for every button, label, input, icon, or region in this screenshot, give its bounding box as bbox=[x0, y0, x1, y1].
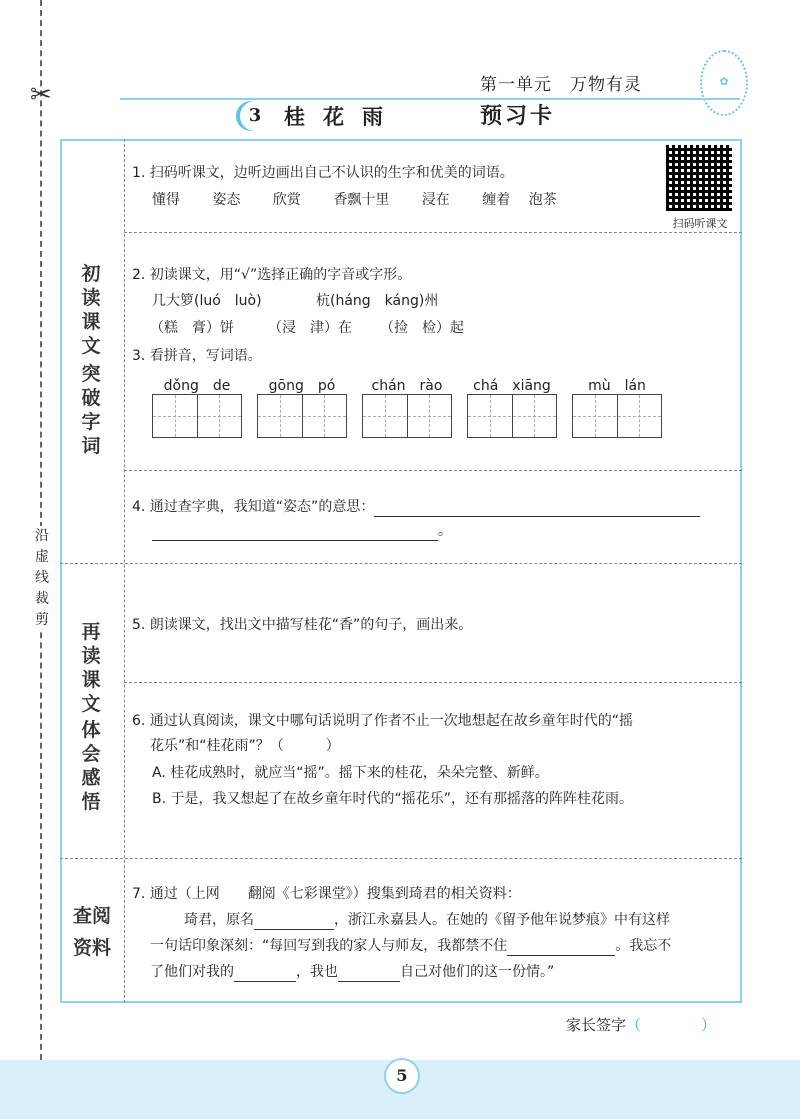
writing-grid[interactable] bbox=[572, 394, 662, 438]
pinyin: gōng pó bbox=[268, 378, 336, 394]
header-rule bbox=[120, 98, 740, 100]
writing-grid[interactable] bbox=[257, 394, 347, 438]
question-6-line2[interactable]: 花乐”和“桂花雨”？（ ） bbox=[150, 738, 340, 754]
pinyin: mù lán bbox=[588, 378, 646, 394]
question-7-line1: 7. 通过（上网 翻阅《七彩课堂》）搜集到琦君的相关资料： bbox=[132, 886, 521, 902]
section-label-2a: 再 读 课 文 bbox=[81, 621, 101, 715]
decoration-icon: ✿ bbox=[700, 50, 748, 116]
q2-item[interactable]: （糕 膏）饼 bbox=[150, 320, 234, 336]
word: 懂得 bbox=[152, 192, 180, 208]
unit-title: 第一单元 万物有灵 bbox=[480, 75, 642, 95]
pinyin: dǒng de bbox=[163, 378, 231, 394]
answer-blank[interactable] bbox=[254, 913, 334, 930]
lesson-number: 3 bbox=[240, 101, 270, 131]
section-label-3: 查阅 资料 bbox=[72, 905, 112, 959]
answer-blank[interactable] bbox=[338, 965, 400, 982]
signature-field[interactable] bbox=[641, 1019, 701, 1035]
word: 香飘十里 bbox=[333, 192, 390, 208]
question-1: 1. 扫码听课文，边听边画出自己不认识的生字和优美的词语。 bbox=[132, 165, 514, 181]
question-4: 4. 通过查字典，我知道“姿态”的意思： bbox=[132, 497, 700, 517]
question-6-line1: 6. 通过认真阅读，课文中哪句话说明了作者不止一次地想起在故乡童年时代的“摇 bbox=[132, 713, 634, 729]
section-divider bbox=[60, 858, 742, 859]
question-7-line2: 琦君，原名 ，浙江永嘉县人。在她的《留予他年说梦痕》中有这样 bbox=[184, 912, 670, 928]
writing-grid[interactable] bbox=[362, 394, 452, 438]
q2-item[interactable]: （浸 津）在 bbox=[268, 320, 352, 336]
answer-blank[interactable] bbox=[152, 524, 438, 541]
option-a[interactable]: A. 桂花成熟时，就应当“摇”。摇下来的桂花，朵朵完整、新鲜。 bbox=[152, 765, 549, 781]
question-divider bbox=[124, 232, 742, 233]
answer-blank[interactable] bbox=[374, 500, 700, 517]
q2-item[interactable]: （捡 检）起 bbox=[380, 320, 464, 336]
question-7-line4: 了他们对我的 ，我也 自己对他们的这一份情。” bbox=[150, 964, 555, 980]
word: 缠着 bbox=[482, 192, 511, 208]
card-type: 预习卡 bbox=[480, 104, 556, 129]
word: 泡茶 bbox=[528, 192, 557, 208]
word: 浸在 bbox=[421, 192, 450, 208]
answer-blank[interactable] bbox=[507, 939, 615, 956]
cut-instruction: 沿 虚 线 裁 剪 bbox=[31, 526, 53, 631]
question-2: 2. 初读课文，用“√”选择正确的字音或字形。 bbox=[132, 267, 412, 283]
question-7-line3: 一句话印象深刻：“每回写到我的家人与师友，我都禁不住 。我忘不 bbox=[150, 938, 672, 954]
section-label-1a: 初 读 课 文 bbox=[81, 263, 101, 357]
question-divider bbox=[124, 470, 742, 471]
section-label-2b: 体 会 感 悟 bbox=[81, 719, 101, 813]
parent-signature: 家长签字（ ） bbox=[566, 1016, 717, 1034]
scissors-icon: ✂ bbox=[30, 80, 52, 110]
pinyin: chá xiāng bbox=[473, 378, 551, 394]
q4-continuation: 。 bbox=[152, 521, 452, 541]
section-label-1b: 突 破 字 词 bbox=[81, 363, 101, 457]
lesson-title: 桂花雨 bbox=[284, 105, 401, 129]
question-5: 5. 朗读课文，找出文中描写桂花“香”的句子，画出来。 bbox=[132, 617, 473, 633]
writing-grid[interactable] bbox=[152, 394, 242, 438]
section-divider bbox=[60, 563, 742, 564]
question-3: 3. 看拼音，写词语。 bbox=[132, 348, 262, 364]
writing-grid[interactable] bbox=[467, 394, 557, 438]
q2-item[interactable]: 几大箩(luó luò) bbox=[152, 293, 262, 309]
qr-code-icon[interactable] bbox=[666, 145, 732, 211]
qr-caption: 扫码听课文 bbox=[672, 217, 728, 230]
pinyin: chán rào bbox=[371, 378, 443, 394]
question-divider bbox=[124, 682, 742, 683]
page-number: 5 bbox=[384, 1058, 420, 1094]
word: 姿态 bbox=[212, 192, 241, 208]
option-b[interactable]: B. 于是，我又想起了在故乡童年时代的“摇花乐”，还有那摇落的阵阵桂花雨。 bbox=[152, 791, 634, 807]
q1-word-list bbox=[152, 190, 557, 210]
q2-item[interactable]: 杭(háng káng)州 bbox=[316, 293, 439, 309]
answer-blank[interactable] bbox=[234, 965, 296, 982]
word: 欣赏 bbox=[272, 192, 301, 208]
